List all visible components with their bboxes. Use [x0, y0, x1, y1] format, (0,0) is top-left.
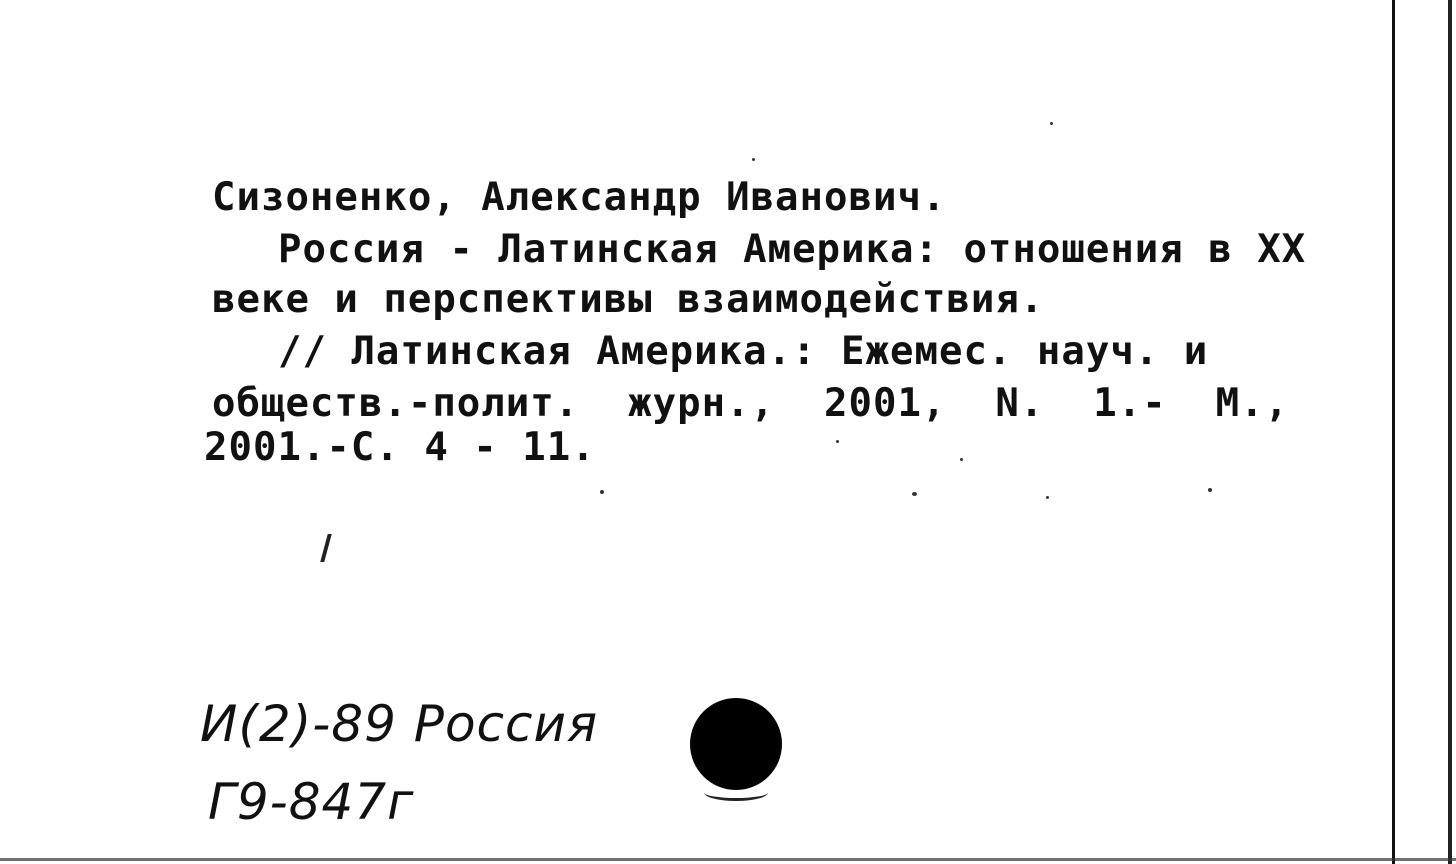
scan-speck [836, 440, 839, 443]
source-line-2: обществ.-полит. журн., 2001, N. 1.- М., [212, 381, 1290, 426]
author-name: Сизоненко, Александр Иванович. [212, 175, 947, 220]
scan-speck [1046, 496, 1049, 499]
scan-speck [600, 490, 604, 494]
scan-speck [912, 492, 917, 496]
source-line-1: // Латинская Америка.: Ежемес. науч. и [278, 329, 1209, 374]
card-edge-line-outer [1448, 0, 1452, 864]
scan-speck [960, 458, 963, 461]
scan-speck [1050, 122, 1053, 125]
card-bottom-edge [0, 858, 1456, 861]
handwritten-classification: И(2)-89 Россия [200, 695, 599, 753]
pencil-mark [320, 534, 332, 562]
pages-line: 2001.-С. 4 - 11. [204, 425, 596, 470]
punch-hole [690, 698, 782, 790]
punch-hole-shadow [704, 784, 768, 801]
title-line-2: веке и перспективы взаимодействия. [212, 277, 1045, 322]
scan-speck [752, 158, 755, 161]
title-line-1: Россия - Латинская Америка: отношения в XX [278, 227, 1307, 272]
scan-speck [1208, 488, 1212, 492]
card-edge-line [1392, 0, 1395, 864]
handwritten-shelf-mark: Г9-847г [208, 773, 415, 831]
